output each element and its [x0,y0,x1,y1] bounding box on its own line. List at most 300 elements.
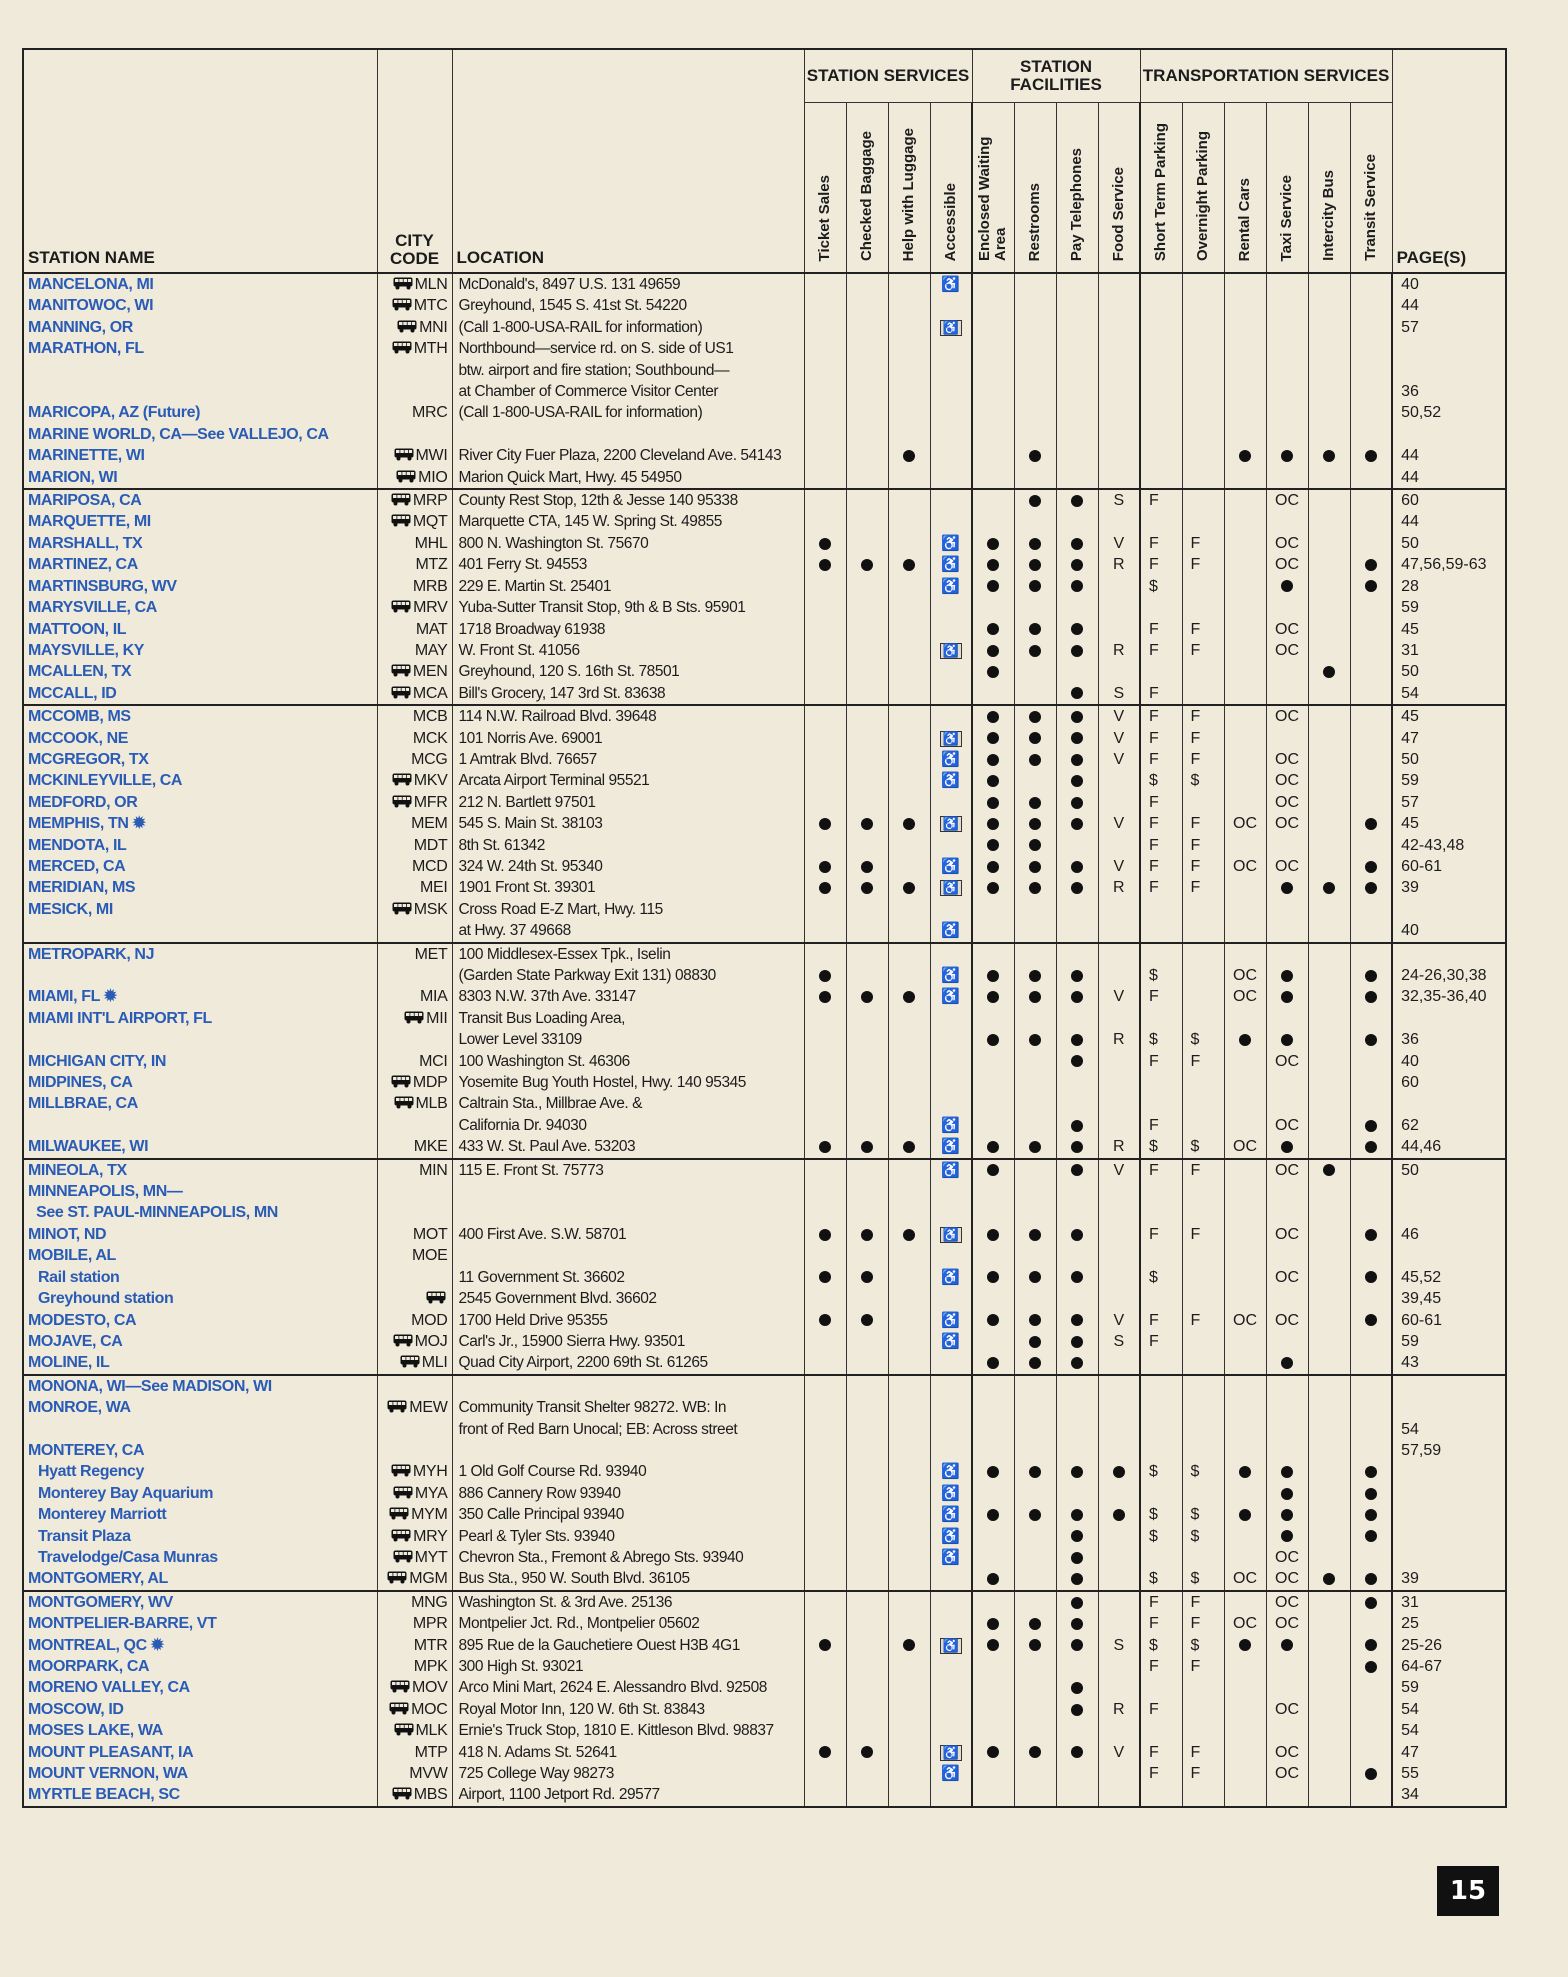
cell-taxi-service [1266,1136,1308,1158]
cell-taxi-service [1266,1310,1308,1331]
accessible-icon: ♿ [941,1548,961,1566]
available-dot [1029,732,1041,744]
cell-taxi-service [1266,1504,1308,1525]
cell-intercity-bus [1308,661,1350,682]
cell-overnight-parking [1182,856,1224,877]
service-code: F [1190,729,1201,747]
service-code: V [1113,750,1125,768]
pages: 28 [1392,576,1506,597]
cell-enclosed-waiting-area [972,1008,1014,1051]
cell-help-with-luggage [888,402,930,423]
cell-short-term-parking [1140,1331,1182,1352]
cell-help-with-luggage [888,792,930,813]
cell-overnight-parking [1182,1375,1224,1397]
cell-checked-baggage [846,661,888,682]
station-name: MARQUETTE, MI [23,511,377,532]
station-name: MARICOPA, AZ (Future) [23,402,377,423]
cell-pay-telephones [1056,1245,1098,1266]
city-code: MCA [412,684,448,702]
accessible-icon: ♿ [941,1138,961,1156]
cell-short-term-parking [1140,424,1182,445]
cell-accessible [930,554,972,575]
pages: 40 [1392,899,1506,943]
cell-checked-baggage [846,1526,888,1547]
cell-ticket-sales [804,1331,846,1352]
city-code-cell [377,424,452,445]
service-code: F [1190,1161,1201,1179]
cell-help-with-luggage [888,317,930,338]
cell-taxi-service [1266,986,1308,1007]
cell-checked-baggage [846,1181,888,1224]
available-dot [1365,1509,1377,1521]
city-code: MVW [409,1765,448,1783]
table-row [23,1181,1506,1224]
cell-food-service [1098,1720,1140,1741]
station-group [23,273,1506,489]
cell-rental-cars [1224,1504,1266,1525]
available-dot [1029,1229,1041,1241]
table-row [23,728,1506,749]
table-row [23,1699,1506,1720]
cell-transit-service [1350,1224,1392,1245]
cell-pay-telephones [1056,792,1098,813]
cell-overnight-parking [1182,640,1224,661]
accessible-icon: ♿ [941,750,961,768]
service-code: OC [1275,1700,1300,1718]
cell-transit-service [1350,640,1392,661]
available-dot [819,559,831,571]
cell-accessible [930,511,972,532]
cell-rental-cars [1224,1051,1266,1072]
cell-food-service [1098,1267,1140,1288]
available-dot [1071,1314,1083,1326]
cell-pay-telephones [1056,467,1098,489]
cell-help-with-luggage [888,1677,930,1698]
cell-rental-cars [1224,792,1266,813]
cell-short-term-parking [1140,1483,1182,1504]
cell-enclosed-waiting-area [972,1763,1014,1784]
cell-rental-cars [1224,1375,1266,1397]
available-dot [1029,1746,1041,1758]
available-dot [819,1141,831,1153]
available-dot [819,861,831,873]
station-name: MARATHON, FL [23,338,377,402]
cell-enclosed-waiting-area [972,317,1014,338]
location: McDonald's, 8497 U.S. 131 49659 [452,273,804,295]
cell-transit-service [1350,728,1392,749]
city-code-cell [377,1699,452,1720]
available-dot [1071,818,1083,830]
station-name: Monterey Marriott [23,1504,377,1525]
bus-icon [426,1290,448,1307]
cell-taxi-service [1266,856,1308,877]
cell-restrooms [1014,338,1056,402]
cell-intercity-bus [1308,1547,1350,1568]
cell-intercity-bus [1308,619,1350,640]
cell-rental-cars [1224,1461,1266,1482]
cell-short-term-parking [1140,1461,1182,1482]
cell-checked-baggage [846,295,888,316]
cell-intercity-bus [1308,1267,1350,1288]
cell-help-with-luggage [888,1181,930,1224]
page-number: 15 [1437,1866,1499,1916]
pages: 44 [1392,295,1506,316]
header-ticket-sales [804,103,846,274]
cell-rental-cars [1224,511,1266,532]
available-dot [987,1357,999,1369]
city-code: MTH [413,340,448,358]
column-label: Overnight Parking [1194,130,1212,261]
cell-taxi-service [1266,1461,1308,1482]
station-name: METROPARK, NJ [23,943,377,987]
cell-restrooms [1014,402,1056,423]
cell-rental-cars [1224,1224,1266,1245]
table-row [23,1504,1506,1525]
cell-accessible [930,640,972,661]
city-code-cell [377,1093,452,1136]
cell-short-term-parking [1140,1656,1182,1677]
cell-pay-telephones [1056,1288,1098,1309]
cell-short-term-parking [1140,1375,1182,1397]
available-dot [1365,1768,1377,1780]
table-row [23,467,1506,489]
station-name: MARTINEZ, CA [23,554,377,575]
location: 100 Washington St. 46306 [452,1051,804,1072]
cell-ticket-sales [804,511,846,532]
cell-ticket-sales [804,338,846,402]
available-dot [1365,991,1377,1003]
cell-intercity-bus [1308,1720,1350,1741]
cell-intercity-bus [1308,1245,1350,1266]
cell-overnight-parking [1182,1008,1224,1051]
service-code: OC [1275,750,1300,768]
bus-icon [387,1399,409,1416]
available-dot [819,882,831,894]
service-code: OC [1275,793,1300,811]
location: River City Fuer Plaza, 2200 Cleveland Ave. 54143 [452,445,804,466]
table-row [23,1267,1506,1288]
station-group [23,1159,1506,1375]
cell-restrooms [1014,489,1056,511]
cell-overnight-parking [1182,1440,1224,1461]
cell-overnight-parking [1182,705,1224,727]
cell-restrooms [1014,661,1056,682]
cell-taxi-service [1266,424,1308,445]
service-code: OC [1233,857,1258,875]
location: Ernie's Truck Stop, 1810 E. Kittleson Blvd. 98837 [452,1720,804,1741]
cell-pay-telephones [1056,877,1098,898]
cell-rental-cars [1224,1742,1266,1763]
cell-intercity-bus [1308,1591,1350,1613]
available-dot [987,1639,999,1651]
cell-help-with-luggage [888,1635,930,1656]
city-code: MYA [414,1484,448,1502]
cell-accessible [930,445,972,466]
service-code: OC [1275,1311,1300,1329]
cell-checked-baggage [846,1677,888,1698]
cell-accessible [930,1159,972,1181]
cell-rental-cars [1224,597,1266,618]
cell-enclosed-waiting-area [972,576,1014,597]
available-dot [1071,1357,1083,1369]
cell-checked-baggage [846,792,888,813]
bus-icon [394,447,416,464]
table-row [23,705,1506,727]
table-row [23,1720,1506,1741]
cell-transit-service [1350,1136,1392,1158]
cell-checked-baggage [846,1397,888,1440]
available-dot [1071,970,1083,982]
cell-enclosed-waiting-area [972,1397,1014,1440]
service-code: F [1190,708,1201,726]
cell-accessible [930,943,972,987]
cell-short-term-parking [1140,1784,1182,1806]
cell-short-term-parking [1140,1397,1182,1440]
cell-checked-baggage [846,1483,888,1504]
available-dot [861,882,873,894]
service-code: $ [1149,1268,1158,1286]
cell-short-term-parking [1140,1008,1182,1051]
cell-overnight-parking [1182,1763,1224,1784]
city-code: MPR [412,1615,448,1633]
table-row [23,554,1506,575]
cell-taxi-service [1266,1159,1308,1181]
cell-ticket-sales [804,533,846,554]
pages: 57 [1392,792,1506,813]
available-dot [861,559,873,571]
cell-ticket-sales [804,899,846,943]
cell-help-with-luggage [888,576,930,597]
service-code: F [1190,1593,1201,1611]
cell-enclosed-waiting-area [972,943,1014,987]
cell-pay-telephones [1056,273,1098,295]
city-code-cell [377,1072,452,1093]
available-dot [1071,1120,1083,1132]
cell-enclosed-waiting-area [972,1591,1014,1613]
station-name: MARTINSBURG, WV [23,576,377,597]
available-dot [987,1164,999,1176]
cell-rental-cars [1224,877,1266,898]
table-row [23,1331,1506,1352]
service-code: F [1190,1615,1201,1633]
cell-food-service [1098,792,1140,813]
cell-taxi-service [1266,576,1308,597]
cell-overnight-parking [1182,338,1224,402]
cell-rental-cars [1224,943,1266,987]
cell-intercity-bus [1308,1008,1350,1051]
city-code-cell [377,1397,452,1440]
city-code-cell [377,1375,452,1397]
cell-food-service [1098,813,1140,834]
pages: 39 [1392,1568,1506,1590]
pages: 45 [1392,813,1506,834]
cell-checked-baggage [846,1547,888,1568]
cell-enclosed-waiting-area [972,554,1014,575]
location: W. Front St. 41056 [452,640,804,661]
cell-ticket-sales [804,1526,846,1547]
available-dot [1323,450,1335,462]
available-dot [1365,861,1377,873]
cell-help-with-luggage [888,986,930,1007]
cell-checked-baggage [846,1159,888,1181]
location: Marquette CTA, 145 W. Spring St. 49855 [452,511,804,532]
cell-intercity-bus [1308,338,1350,402]
cell-restrooms [1014,1397,1056,1440]
service-code: OC [1275,815,1300,833]
table-row [23,295,1506,316]
cell-rental-cars [1224,1136,1266,1158]
location: 8th St. 61342 [452,835,804,856]
accessible-icon: ♿ [941,967,961,984]
station-name: MOUNT PLEASANT, IA [23,1742,377,1763]
available-dot [1071,495,1083,507]
cell-food-service [1098,1352,1140,1374]
service-code: F [1190,556,1201,574]
cell-intercity-bus [1308,317,1350,338]
city-code: MYH [412,1463,448,1481]
cell-ticket-sales [804,1763,846,1784]
cell-short-term-parking [1140,943,1182,987]
cell-taxi-service [1266,1784,1308,1806]
city-code-cell [377,1224,452,1245]
cell-rental-cars [1224,640,1266,661]
cell-intercity-bus [1308,467,1350,489]
available-dot [1029,1141,1041,1153]
location: Transit Bus Loading Area, Lower Level 33109 [452,1008,804,1051]
cell-checked-baggage [846,338,888,402]
accessible-icon: ♿ [941,556,961,574]
cell-intercity-bus [1308,273,1350,295]
cell-accessible [930,1784,972,1806]
cell-food-service [1098,1136,1140,1158]
service-code: OC [1275,1570,1300,1588]
service-code: OC [1233,1311,1258,1329]
cell-pay-telephones [1056,1331,1098,1352]
cell-restrooms [1014,424,1056,445]
cell-pay-telephones [1056,1072,1098,1093]
location: Marion Quick Mart, Hwy. 45 54950 [452,467,804,489]
location: Cross Road E-Z Mart, Hwy. 115 at Hwy. 37 49668 [452,899,804,943]
accessible-icon: ♿ [941,1268,961,1286]
location: Bill's Grocery, 147 3rd St. 83638 [452,683,804,705]
cell-taxi-service [1266,317,1308,338]
cell-ticket-sales [804,728,846,749]
cell-pay-telephones [1056,683,1098,705]
cell-checked-baggage [846,1742,888,1763]
cell-accessible [930,835,972,856]
service-code: OC [1275,772,1300,790]
cell-enclosed-waiting-area [972,1504,1014,1525]
cell-intercity-bus [1308,1635,1350,1656]
cell-help-with-luggage [888,1136,930,1158]
cell-help-with-luggage [888,640,930,661]
cell-overnight-parking [1182,1288,1224,1309]
table-row [23,576,1506,597]
city-code-cell [377,619,452,640]
pages: 34 [1392,1784,1506,1806]
cell-pay-telephones [1056,1591,1098,1613]
cell-help-with-luggage [888,728,930,749]
available-dot [1071,711,1083,723]
cell-ticket-sales [804,317,846,338]
cell-checked-baggage [846,597,888,618]
station-name: MCCALL, ID [23,683,377,705]
cell-transit-service [1350,1375,1392,1397]
header-transit-service [1350,103,1392,274]
cell-checked-baggage [846,317,888,338]
cell-transit-service [1350,1245,1392,1266]
cell-accessible [930,749,972,770]
available-dot [1029,818,1041,830]
cell-accessible [930,1526,972,1547]
station-name: MONROE, WA [23,1397,377,1440]
column-label: Transit Service [1362,154,1380,261]
cell-short-term-parking [1140,597,1182,618]
cell-enclosed-waiting-area [972,1699,1014,1720]
city-code-cell [377,728,452,749]
available-dot [1029,495,1041,507]
cell-enclosed-waiting-area [972,1526,1014,1547]
service-code: V [1113,857,1125,875]
cell-restrooms [1014,640,1056,661]
service-code: F [1149,1765,1159,1783]
cell-overnight-parking [1182,877,1224,898]
cell-restrooms [1014,576,1056,597]
cell-short-term-parking [1140,1093,1182,1136]
cell-rental-cars [1224,728,1266,749]
service-code: $ [1190,1506,1200,1524]
cell-accessible [930,770,972,791]
bus-icon [392,794,414,811]
available-dot [1071,559,1083,571]
cell-transit-service [1350,683,1392,705]
cell-food-service [1098,1656,1140,1677]
cell-taxi-service [1266,511,1308,532]
cell-pay-telephones [1056,402,1098,423]
cell-intercity-bus [1308,1224,1350,1245]
cell-restrooms [1014,1483,1056,1504]
cell-food-service [1098,1635,1140,1656]
available-dot [1029,623,1041,635]
service-code: F [1149,1116,1159,1134]
service-code: F [1149,708,1159,726]
table-row [23,877,1506,898]
available-dot [819,970,831,982]
cell-intercity-bus [1308,424,1350,445]
cell-enclosed-waiting-area [972,1245,1014,1266]
cell-pay-telephones [1056,1310,1098,1331]
cell-short-term-parking [1140,683,1182,705]
header-taxi-service [1266,103,1308,274]
accessible-icon: ♿ [941,1506,961,1524]
cell-restrooms [1014,1008,1056,1051]
cell-food-service [1098,856,1140,877]
city-code: MII [426,1009,448,1027]
cell-help-with-luggage [888,856,930,877]
bus-icon [397,319,419,336]
service-code: F [1149,534,1159,552]
column-label: Short Term Parking [1152,122,1170,261]
cell-food-service [1098,835,1140,856]
cell-checked-baggage [846,1784,888,1806]
cell-rental-cars [1224,295,1266,316]
cell-pay-telephones [1056,317,1098,338]
cell-food-service [1098,1526,1140,1547]
cell-help-with-luggage [888,1526,930,1547]
cell-overnight-parking [1182,1245,1224,1266]
cell-help-with-luggage [888,1547,930,1568]
available-dot [1071,1530,1083,1542]
